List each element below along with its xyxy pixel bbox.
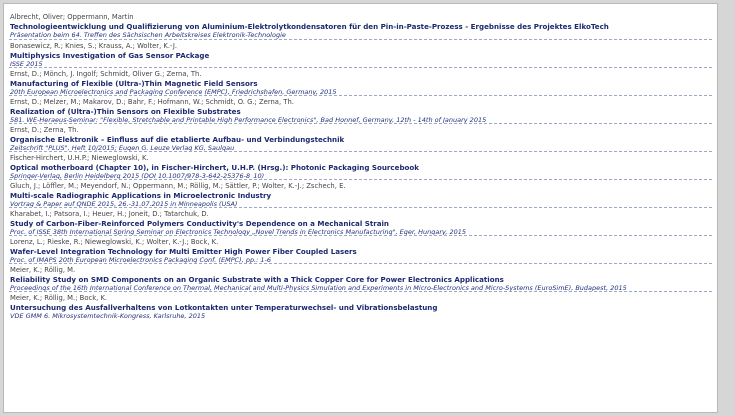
publication-venue: Vortrag & Paper auf QNDE 2015, 26.-31.07.2015 in Minneapolis (USA) xyxy=(10,199,238,208)
publication-authors: Ernst, D.; Zerna, Th. xyxy=(10,126,79,134)
publication-entry xyxy=(9,96,712,124)
publication-entry xyxy=(9,180,712,208)
publication-entry xyxy=(9,40,712,68)
publication-entry xyxy=(9,236,712,264)
publication-entry xyxy=(9,124,712,152)
publication-title[interactable]: Technologieentwicklung und Qualifizierung von Aluminium-Elektrolytkondensatoren für den Pin-in-Paste-Prozess - Ergebnisse des Projektes ElkoTech xyxy=(10,21,609,31)
publication-title[interactable]: Untersuchung des Ausfallverhaltens von Lotkontakten unter Temperaturwechsel- und Vibrationsbelastung xyxy=(10,302,438,312)
publication-venue: 20th European Microelectronics and Packaging Conference (EMPC), Friedrichshafen, Germany, 2015 xyxy=(10,87,337,96)
publication-title[interactable]: Multi-scale Radiographic Applications in Microelectronic Industry xyxy=(10,190,272,200)
publication-entry xyxy=(9,264,712,292)
publication-venue: Proc. of IMAPS 20th European Microelectronics Packaging Conf. (EMPC), pp.: 1-6 xyxy=(10,255,272,264)
publication-title[interactable]: Wafer-Level Integration Technology for Multi Emitter High Power Fiber Coupled Lasers xyxy=(10,246,357,256)
publication-authors: Ernst, D.; Mönch, J. Ingolf; Schmidt, Oliver G.; Zerna, Th. xyxy=(10,70,202,78)
publication-authors: Gluch, J.; Löffler, M.; Meyendorf, N.; Oppermann, M.; Röllig, M.; Sättler, P.; Wolter, K.-J.; Zschech, E. xyxy=(10,182,346,190)
publication-venue: Proc. of ISSE 38th International Spring Seminar on Electronics Technology „Novel Trends in Electronics Manufacturing", Eger, Hungary, 2015 xyxy=(10,227,467,236)
publication-title[interactable]: Manufacturing of Flexible (Ultra-)Thin Magnetic Field Sensors xyxy=(10,78,258,88)
publication-authors: Albrecht, Oliver; Oppermann, Martin xyxy=(10,13,134,21)
publication-title[interactable]: Organische Elektronik – Einfluss auf die etablierte Aufbau- und Verbindungstechnik xyxy=(10,134,345,144)
publication-list xyxy=(3,3,718,413)
publication-authors: Kharabet, I.; Patsora, I.; Heuer, H.; Joneit, D.; Tatarchuk, D. xyxy=(10,210,209,218)
publication-entry xyxy=(9,292,712,320)
publication-entry xyxy=(9,11,712,40)
publication-venue: ISSE 2015 xyxy=(10,59,43,68)
publication-title[interactable]: Study of Carbon-Fiber-Reinforced Polymers Conductivity's Dependence on a Mechanical Strain xyxy=(10,218,389,228)
publication-authors: Bonasewicz, R.; Knies, S.; Krauss, A.; Wolter, K.-J. xyxy=(10,42,178,50)
publication-entry xyxy=(9,152,712,180)
publication-title[interactable]: Multiphysics Investigation of Gas Sensor PAckage xyxy=(10,50,210,60)
publication-authors: Fischer-Hirchert, U.H.P.; Nieweglowski, K. xyxy=(10,154,149,162)
publication-entry xyxy=(9,208,712,236)
publication-title[interactable]: Realization of (Ultra-)Thin Sensors on Flexible Substrates xyxy=(10,106,241,116)
publication-authors: Ernst, D.; Melzer, M.; Makarov, D.; Bahr, F.; Hofmann, W.; Schmidt, O. G.; Zerna, Th. xyxy=(10,98,294,106)
publication-venue: Präsentation beim 64. Treffen des Sächsischen Arbeitskreises Elektronik-Technologie xyxy=(10,30,286,39)
publication-authors: Meier, K.; Röllig, M.; Bock, K. xyxy=(10,294,108,302)
publication-venue: Zeitschrift "PLUS", Heft 10/2015; Eugen G. Leuze Verlag KG, Saulgau xyxy=(10,143,235,152)
publication-authors: Meier, K.; Röllig, M. xyxy=(10,266,76,274)
publication-venue: 581. WE-Heraeus-Seminar: "Flexible, Stretchable and Printable High Performance Electronics", Bad Honnef, Germany, 12th - 14th of January 2015 xyxy=(10,115,487,124)
publication-entry xyxy=(9,68,712,96)
publication-authors: Lorenz, L.; Rieske, R.; Nieweglowski, K.; Wolter, K.-J.; Bock, K. xyxy=(10,238,219,246)
publication-title[interactable]: Reliability Study on SMD Components on an Organic Substrate with a Thick Copper Core for Power Electronics Applications xyxy=(10,274,504,284)
publication-venue: VDE GMM 6. Mikrosystemtechnik-Kongress, Karlsruhe, 2015 xyxy=(10,311,206,320)
publication-title[interactable]: Optical motherboard (Chapter 10), in Fischer-Hirchert, U.H.P. (Hrsg.): Photonic Packaging Sourcebook xyxy=(10,162,419,172)
publication-venue: Proceedings of the 16th International Conference on Thermal, Mechanical and Multi-Physics Simulation and Experiments in Micro-Electronics and Micro-Systems (EuroSimE), Budapest, 2015 xyxy=(10,283,627,292)
publication-venue: Springer-Verlag, Berlin Heidelberg 2015 (DOI 10.1007/978-3-642-25376-8_10) xyxy=(10,171,265,180)
